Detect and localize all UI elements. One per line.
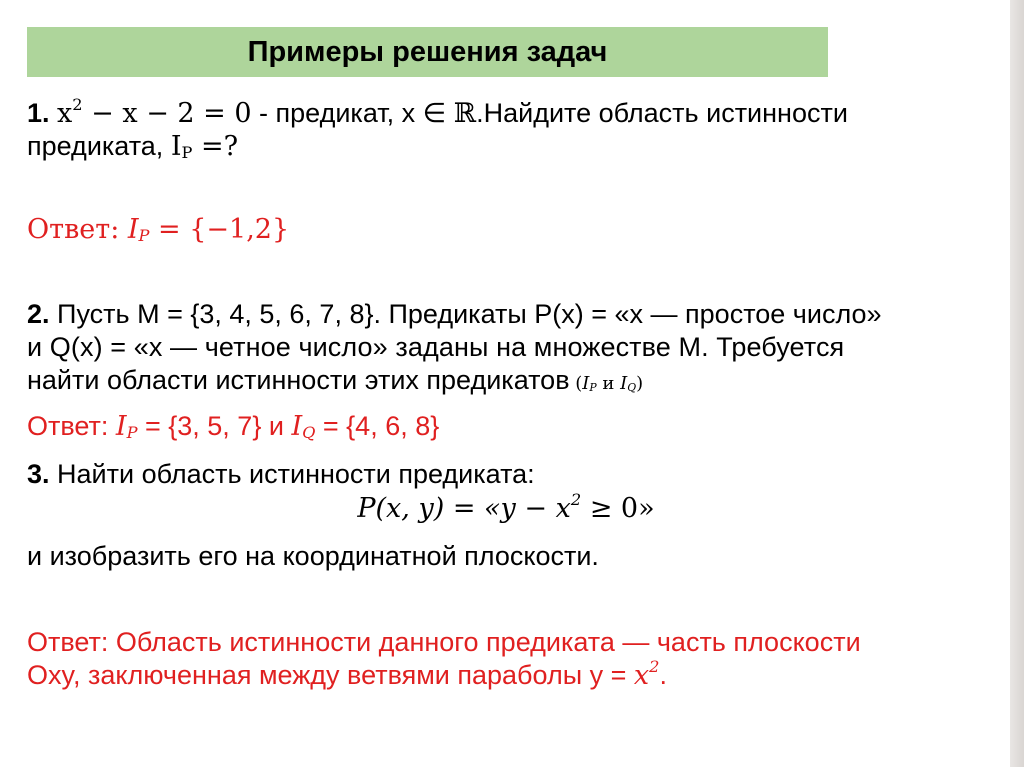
problem-1-line-2-text: предиката, [27,131,171,161]
problem-1-equation: $x^2 - x - 2 = 0$ [57,94,252,129]
answer-2-mid: = {3, 5, 7} и [137,411,292,441]
answer-2-iq-sub: Q [302,423,316,443]
problem-3-line-3 [27,540,599,572]
answer-1-i: I [127,214,139,245]
problem-3-formula: P(x, y) = «$y - x^2 \ge 0$» [357,489,655,524]
problem-3-text-3: и изобразить его на координатной плоскости. [27,541,599,571]
problem-1-text: - предикат, x ∈ [251,98,454,128]
problem-3-line-1 [27,458,535,490]
answer-2 [27,410,439,443]
problem-2-number: 2. [27,299,50,329]
problem-1-ip: $I_P$ =? [170,131,239,163]
answer-1-set: = {−1,2} [149,214,290,245]
problem-3-text-1: Найти область истинности предиката: [49,459,535,489]
answer-1 [27,214,289,246]
answer-1-label: Ответ: [27,214,128,245]
answer-3-text-2: Оxy, заключенная между ветвями параболы y = [27,660,634,690]
answer-2-rest: = {4, 6, 8} [315,411,440,441]
answer-2-label: Ответ: [27,411,116,441]
answer-3-sup: 2 [649,656,660,676]
answer-3-x: x [633,660,650,691]
slide-title: Примеры решения задач [247,35,608,68]
problem-1-number: 1. [27,98,50,128]
answer-3-line-2 [27,656,667,692]
problem-2-text-1: Пусть M = {3, 4, 5, 6, 7, 8}. Предикаты P(x) = «x — простое число» [49,299,882,329]
problem-1-line-1 [27,94,848,130]
right-border [1010,0,1024,767]
real-set-symbol: ℝ [453,98,477,129]
problem-2-line-2 [27,331,844,363]
answer-1-sub: P [138,226,150,246]
problem-1-text-2: .Найдите область истинности [476,98,848,128]
problem-3-number: 3. [27,459,50,489]
answer-2-ip-sub: P [126,423,138,443]
answer-3-line-1 [27,626,861,658]
problem-1-line-2 [27,130,238,163]
answer-2-ip: I [115,411,127,442]
answer-3-text-1: Ответ: Область истинности данного предиката — часть плоскости [27,627,861,657]
problem-2-text-3: найти области истинности этих предикатов [27,365,570,395]
problem-2-predicates: ($I_P$ и $I_Q$) [569,373,644,395]
problem-2-line-1 [27,298,882,330]
answer-2-iq: I [291,411,303,442]
title-bar [27,27,828,77]
answer-3-end: . [659,660,667,690]
problem-2-line-3 [27,364,643,400]
problem-2-text-2: и Q(x) = «x — четное число» заданы на множестве M. Требуется [27,332,845,362]
